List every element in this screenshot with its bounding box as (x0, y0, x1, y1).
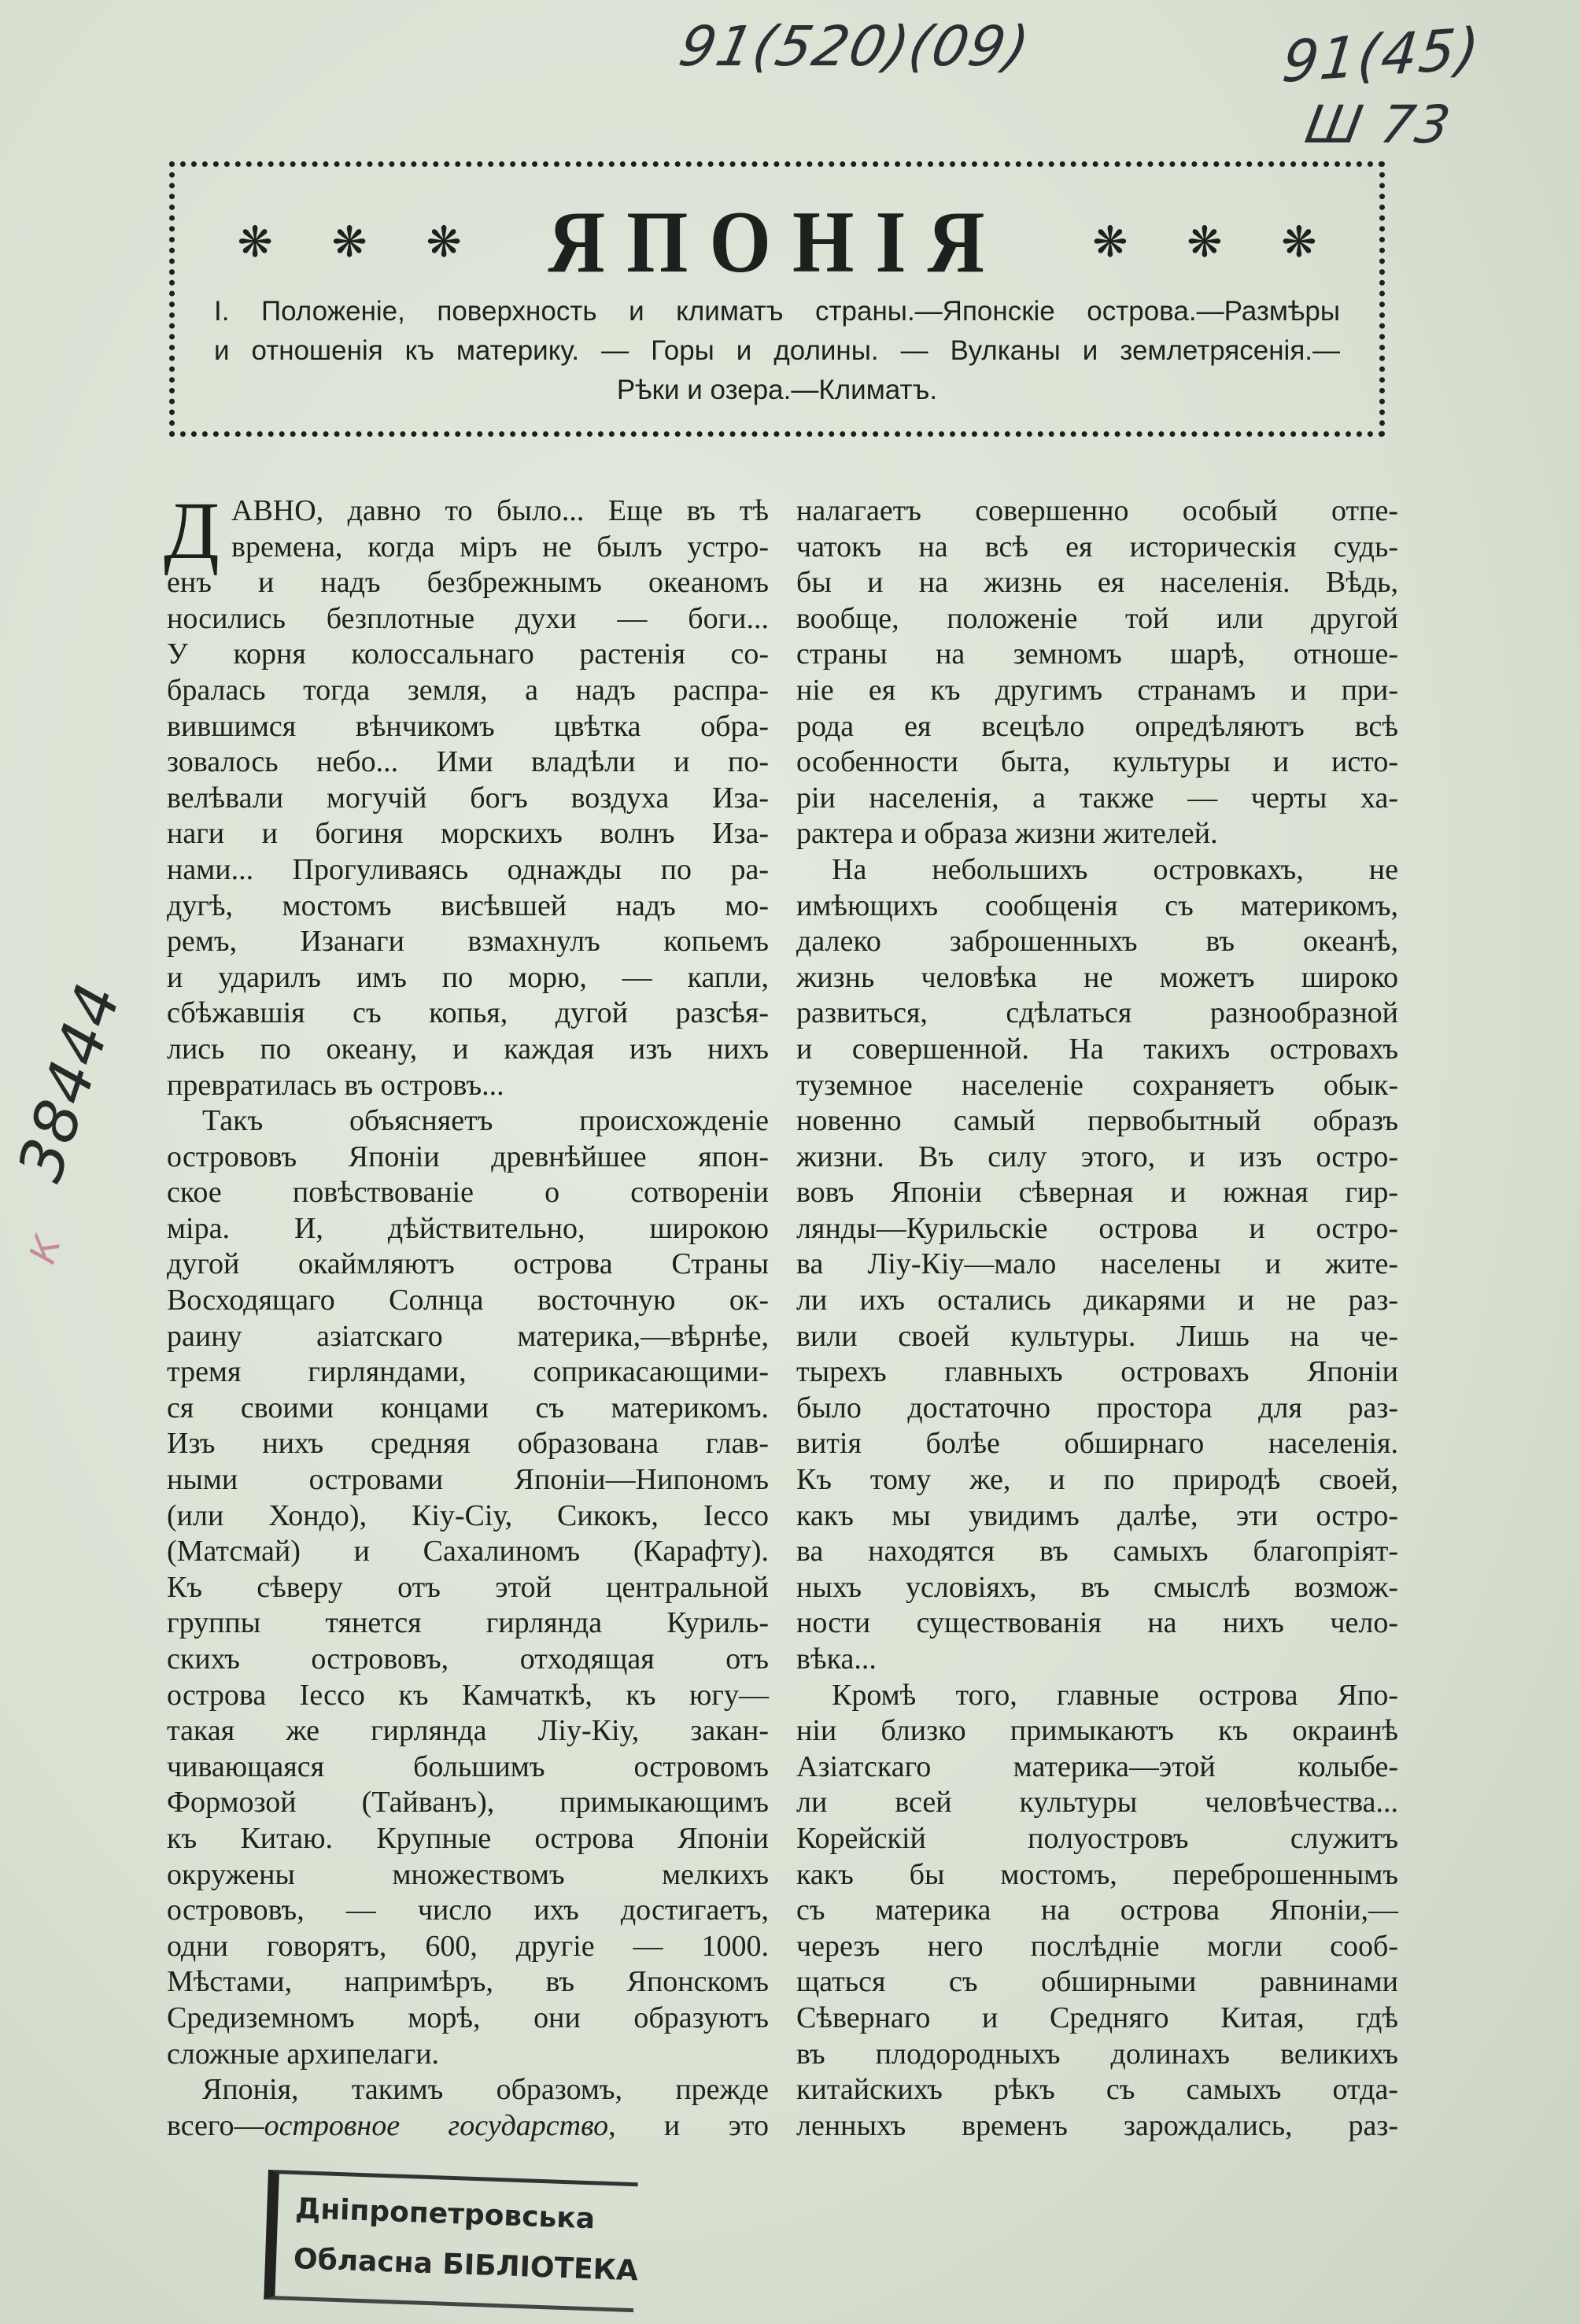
text-line: зовалось небо... Ими владѣли и по- (167, 745, 769, 779)
snowflake-ornament-icon: ❋ (237, 217, 273, 267)
text-line: ріи населенія, а также — черты ха- (796, 781, 1398, 815)
text-segment: всего— (167, 2108, 264, 2142)
text-line: щаться съ обширными равнинами (796, 1965, 1398, 1999)
text-line: Корейскій полуостровъ служитъ (796, 1821, 1398, 1855)
text-line: витія болѣе обширнаго населенія. (796, 1427, 1398, 1461)
text-line: ва Ліу-Кіу—мало населены и жите- (796, 1247, 1398, 1281)
title-row (175, 194, 1379, 291)
text-line: Къ сѣверу отъ этой центральной (167, 1570, 769, 1604)
text-line: бралась тогда земля, а надъ распра- (167, 673, 769, 707)
text-line: и совершенной. На такихъ островахъ (796, 1032, 1398, 1066)
text-line: далеко заброшенныхъ въ океанѣ, (796, 925, 1398, 959)
text-line: вили своей культуры. Лишь на че- (796, 1319, 1398, 1353)
text-line: ское повѣствованіе о сотвореніи (167, 1176, 769, 1210)
text-line: скихъ острововъ, отходящая отъ (167, 1642, 769, 1676)
drop-cap: Д (164, 486, 220, 576)
text-line: носились безплотные духи — боги... (167, 601, 769, 635)
text-line: ва находятся въ самыхъ благопріят- (796, 1535, 1398, 1568)
text-line: Азіатскаго материка—этой колыбе- (796, 1749, 1398, 1783)
text-line: группы тянется гирлянда Куриль- (167, 1606, 769, 1640)
text-line: (или Хондо), Кіу-Сіу, Сикокъ, Іессо (167, 1498, 769, 1532)
text-line: и ударилъ имъ по морю, — капли, (167, 960, 769, 994)
text-line: особенности быта, культуры и исто- (796, 745, 1398, 779)
text-line: ности существованія на нихъ чело- (796, 1606, 1398, 1640)
text-line: черезъ него послѣдніе могли сооб- (796, 1929, 1398, 1963)
paragraph (164, 486, 769, 1103)
handwritten-red-note: К (20, 1229, 70, 1269)
text-line: Средиземномъ морѣ, они образуютъ (167, 2001, 769, 2034)
text-line: Восходящаго Солнца восточную ок- (167, 1284, 769, 1317)
snowflake-ornament-icon: ❋ (1092, 217, 1128, 267)
text-line: развиться, сдѣлаться разнообразной (796, 996, 1398, 1030)
text-line: страны на земномъ шарѣ, отноше- (796, 637, 1398, 671)
text-line: въ плодородныхъ долинахъ великихъ (796, 2037, 1398, 2071)
text-line: ныхъ условіяхъ, въ смыслѣ возмож- (796, 1570, 1398, 1604)
text-line: такая же гирлянда Ліу-Кіу, закан- (167, 1714, 769, 1748)
text-line: АВНО, давно то было... Еще въ тѣ (231, 494, 769, 527)
text-line: Японія, такимъ образомъ, прежде (202, 2073, 769, 2107)
stamp-line: Обласна БІБЛІОТЕКА (293, 2243, 639, 2288)
chapter-summary-line: Рѣки и озера.—Климатъ. (616, 375, 938, 405)
text-line: одни говорятъ, 600, другіе — 1000. (167, 1929, 769, 1963)
text-line: Мѣстами, напримѣръ, въ Японскомъ (167, 1965, 769, 1999)
text-line: превратилась въ островъ... (167, 1068, 504, 1102)
snowflake-ornament-icon: ❋ (426, 217, 462, 267)
text-line: съ материка на острова Японіи,— (796, 1894, 1398, 1927)
text-line: Формозой (Тайванъ), примыкающимъ (167, 1786, 769, 1820)
text-line: налагаетъ совершенно особый отпе- (796, 494, 1398, 527)
text-line: ли ихъ остались дикарями и не раз- (796, 1284, 1398, 1317)
text-line: времена, когда міръ не былъ устро- (231, 530, 769, 563)
text-line: острова Іессо къ Камчаткѣ, къ югу— (167, 1678, 769, 1712)
stamp-line: Дніпропетровська (294, 2193, 596, 2236)
snowflake-ornament-icon: ❋ (1281, 217, 1317, 267)
text-line: было достаточно простора для раз- (796, 1391, 1398, 1424)
library-stamp (264, 2170, 637, 2312)
text-line: вообще, положеніе той или другой (796, 601, 1398, 635)
text-line: Сѣвернаго и Средняго Китая, гдѣ (796, 2001, 1398, 2034)
text-line: ленныхъ временъ зарождались, раз- (796, 2108, 1398, 2142)
text-line: дугѣ, мостомъ висѣвшей надъ мо- (167, 889, 769, 922)
text-line: ли всей культуры человѣчества... (796, 1786, 1398, 1820)
text-line: острововъ Японіи древнѣйшее япон- (167, 1140, 769, 1173)
text-line: енъ и надъ безбрежнымъ океаномъ (167, 566, 769, 600)
text-line: рода ея всецѣло опредѣляютъ всѣ (796, 709, 1398, 743)
text-line: міра. И, дѣйствительно, широкою (167, 1211, 769, 1245)
text-line: У корня колоссальнаго растенія со- (167, 637, 769, 671)
text-line: жизнь человѣка не можетъ широко (796, 960, 1398, 994)
chapter-summary-line: I. Положеніе, поверхность и климатъ страны.—Японскіе острова.—Размѣры (214, 296, 1340, 327)
text-line: лянды—Курильскіе острова и остро- (796, 1211, 1398, 1245)
text-line: велѣвали могучій богъ воздуха Иза- (167, 781, 769, 815)
text-line: ся своими концами съ материкомъ. (167, 1391, 769, 1424)
handwritten-shelfmark: 91(520)(09) (674, 14, 1036, 79)
paragraph (796, 1678, 1398, 2145)
text-line: чивающаяся большимъ островомъ (167, 1749, 769, 1783)
page-title: ЯПОНІЯ (548, 194, 1006, 291)
text-line (167, 2108, 769, 2145)
text-line: къ Китаю. Крупные острова Японіи (167, 1821, 769, 1855)
text-line: имѣющихъ сообщенія съ материкомъ, (796, 889, 1398, 922)
text-line: Изъ нихъ средняя образована глав- (167, 1427, 769, 1461)
text-segment: , и это (608, 2108, 769, 2142)
text-line: китайскихъ рѣкъ съ самыхъ отда- (796, 2073, 1398, 2107)
text-line: туземное населеніе сохраняетъ обык- (796, 1068, 1398, 1102)
text-line: тырехъ главныхъ островахъ Японіи (796, 1355, 1398, 1389)
text-line: новенно самый первобытный образъ (796, 1104, 1398, 1138)
text-line: тремя гирляндами, соприкасающими- (167, 1355, 769, 1389)
text-line: рактера и образа жизни жителей. (796, 817, 1218, 851)
text-line: чатокъ на всѣ ея историческія судь- (796, 530, 1398, 563)
text-line: вившимся вѣнчикомъ цвѣтка обра- (167, 709, 769, 743)
text-line: какъ мы увидимъ далѣе, эти остро- (796, 1498, 1398, 1532)
text-line: вѣка... (796, 1642, 877, 1676)
text-column-left (164, 486, 769, 2144)
handwritten-author-mark: Ш 73 (1301, 94, 1456, 155)
text-line: ніи близко примыкаютъ къ окраинѣ (796, 1714, 1398, 1748)
paragraph (167, 2072, 769, 2144)
handwritten-margin-note: 38444 (5, 974, 135, 1190)
text-line: дугой окаймляютъ острова Страны (167, 1247, 769, 1281)
text-line: (Матсмай) и Сахалиномъ (Карафту). (167, 1535, 769, 1568)
text-column-right (796, 493, 1398, 2144)
text-line: нами... Прогуливаясь однажды по ра- (167, 852, 769, 886)
text-line: ніе ея къ другимъ странамъ и при- (796, 673, 1398, 707)
text-line: Къ тому же, и по природѣ своей, (796, 1463, 1398, 1497)
paragraph (167, 1103, 769, 2072)
text-line: ремъ, Изанаги взмахнулъ копьемъ (167, 925, 769, 959)
text-line: какъ бы мостомъ, переброшеннымъ (796, 1857, 1398, 1891)
snowflake-ornament-icon: ❋ (331, 217, 367, 267)
paragraph (796, 493, 1398, 852)
text-line: лись по океану, и каждая изъ нихъ (167, 1032, 769, 1066)
text-line: Кромѣ того, главные острова Япо- (832, 1678, 1398, 1712)
snowflake-ornament-icon: ❋ (1187, 217, 1223, 267)
chapter-summary-line: и отношенія къ материку. — Горы и долины. — Вулканы и землетрясенія.— (214, 335, 1340, 366)
handwritten-classification: 91(45) (1279, 14, 1484, 96)
header-frame (169, 161, 1385, 437)
text-line: сложные архипелаги. (167, 2037, 440, 2071)
text-line: окружены множествомъ мелкихъ (167, 1857, 769, 1891)
text-line: На небольшихъ островкахъ, не (832, 852, 1398, 886)
text-line: вовъ Японіи сѣверная и южная гир- (796, 1176, 1398, 1210)
text-line: сбѣжавшія съ копья, дугой разсѣя- (167, 996, 769, 1030)
text-line: бы и на жизнь ея населенія. Вѣдь, (796, 566, 1398, 600)
text-line: Такъ объясняетъ происхожденіе (202, 1104, 769, 1138)
paragraph (796, 852, 1398, 1678)
text-line: ными островами Японіи—Нипономъ (167, 1463, 769, 1497)
text-line: острововъ, — число ихъ достигаетъ, (167, 1894, 769, 1927)
text-line: раину азіатскаго материка,—вѣрнѣе, (167, 1319, 769, 1353)
text-line: наги и богиня морскихъ волнъ Иза- (167, 817, 769, 851)
italic-phrase: островное государство (264, 2108, 609, 2142)
text-line: жизни. Въ силу этого, и изъ остро- (796, 1140, 1398, 1173)
